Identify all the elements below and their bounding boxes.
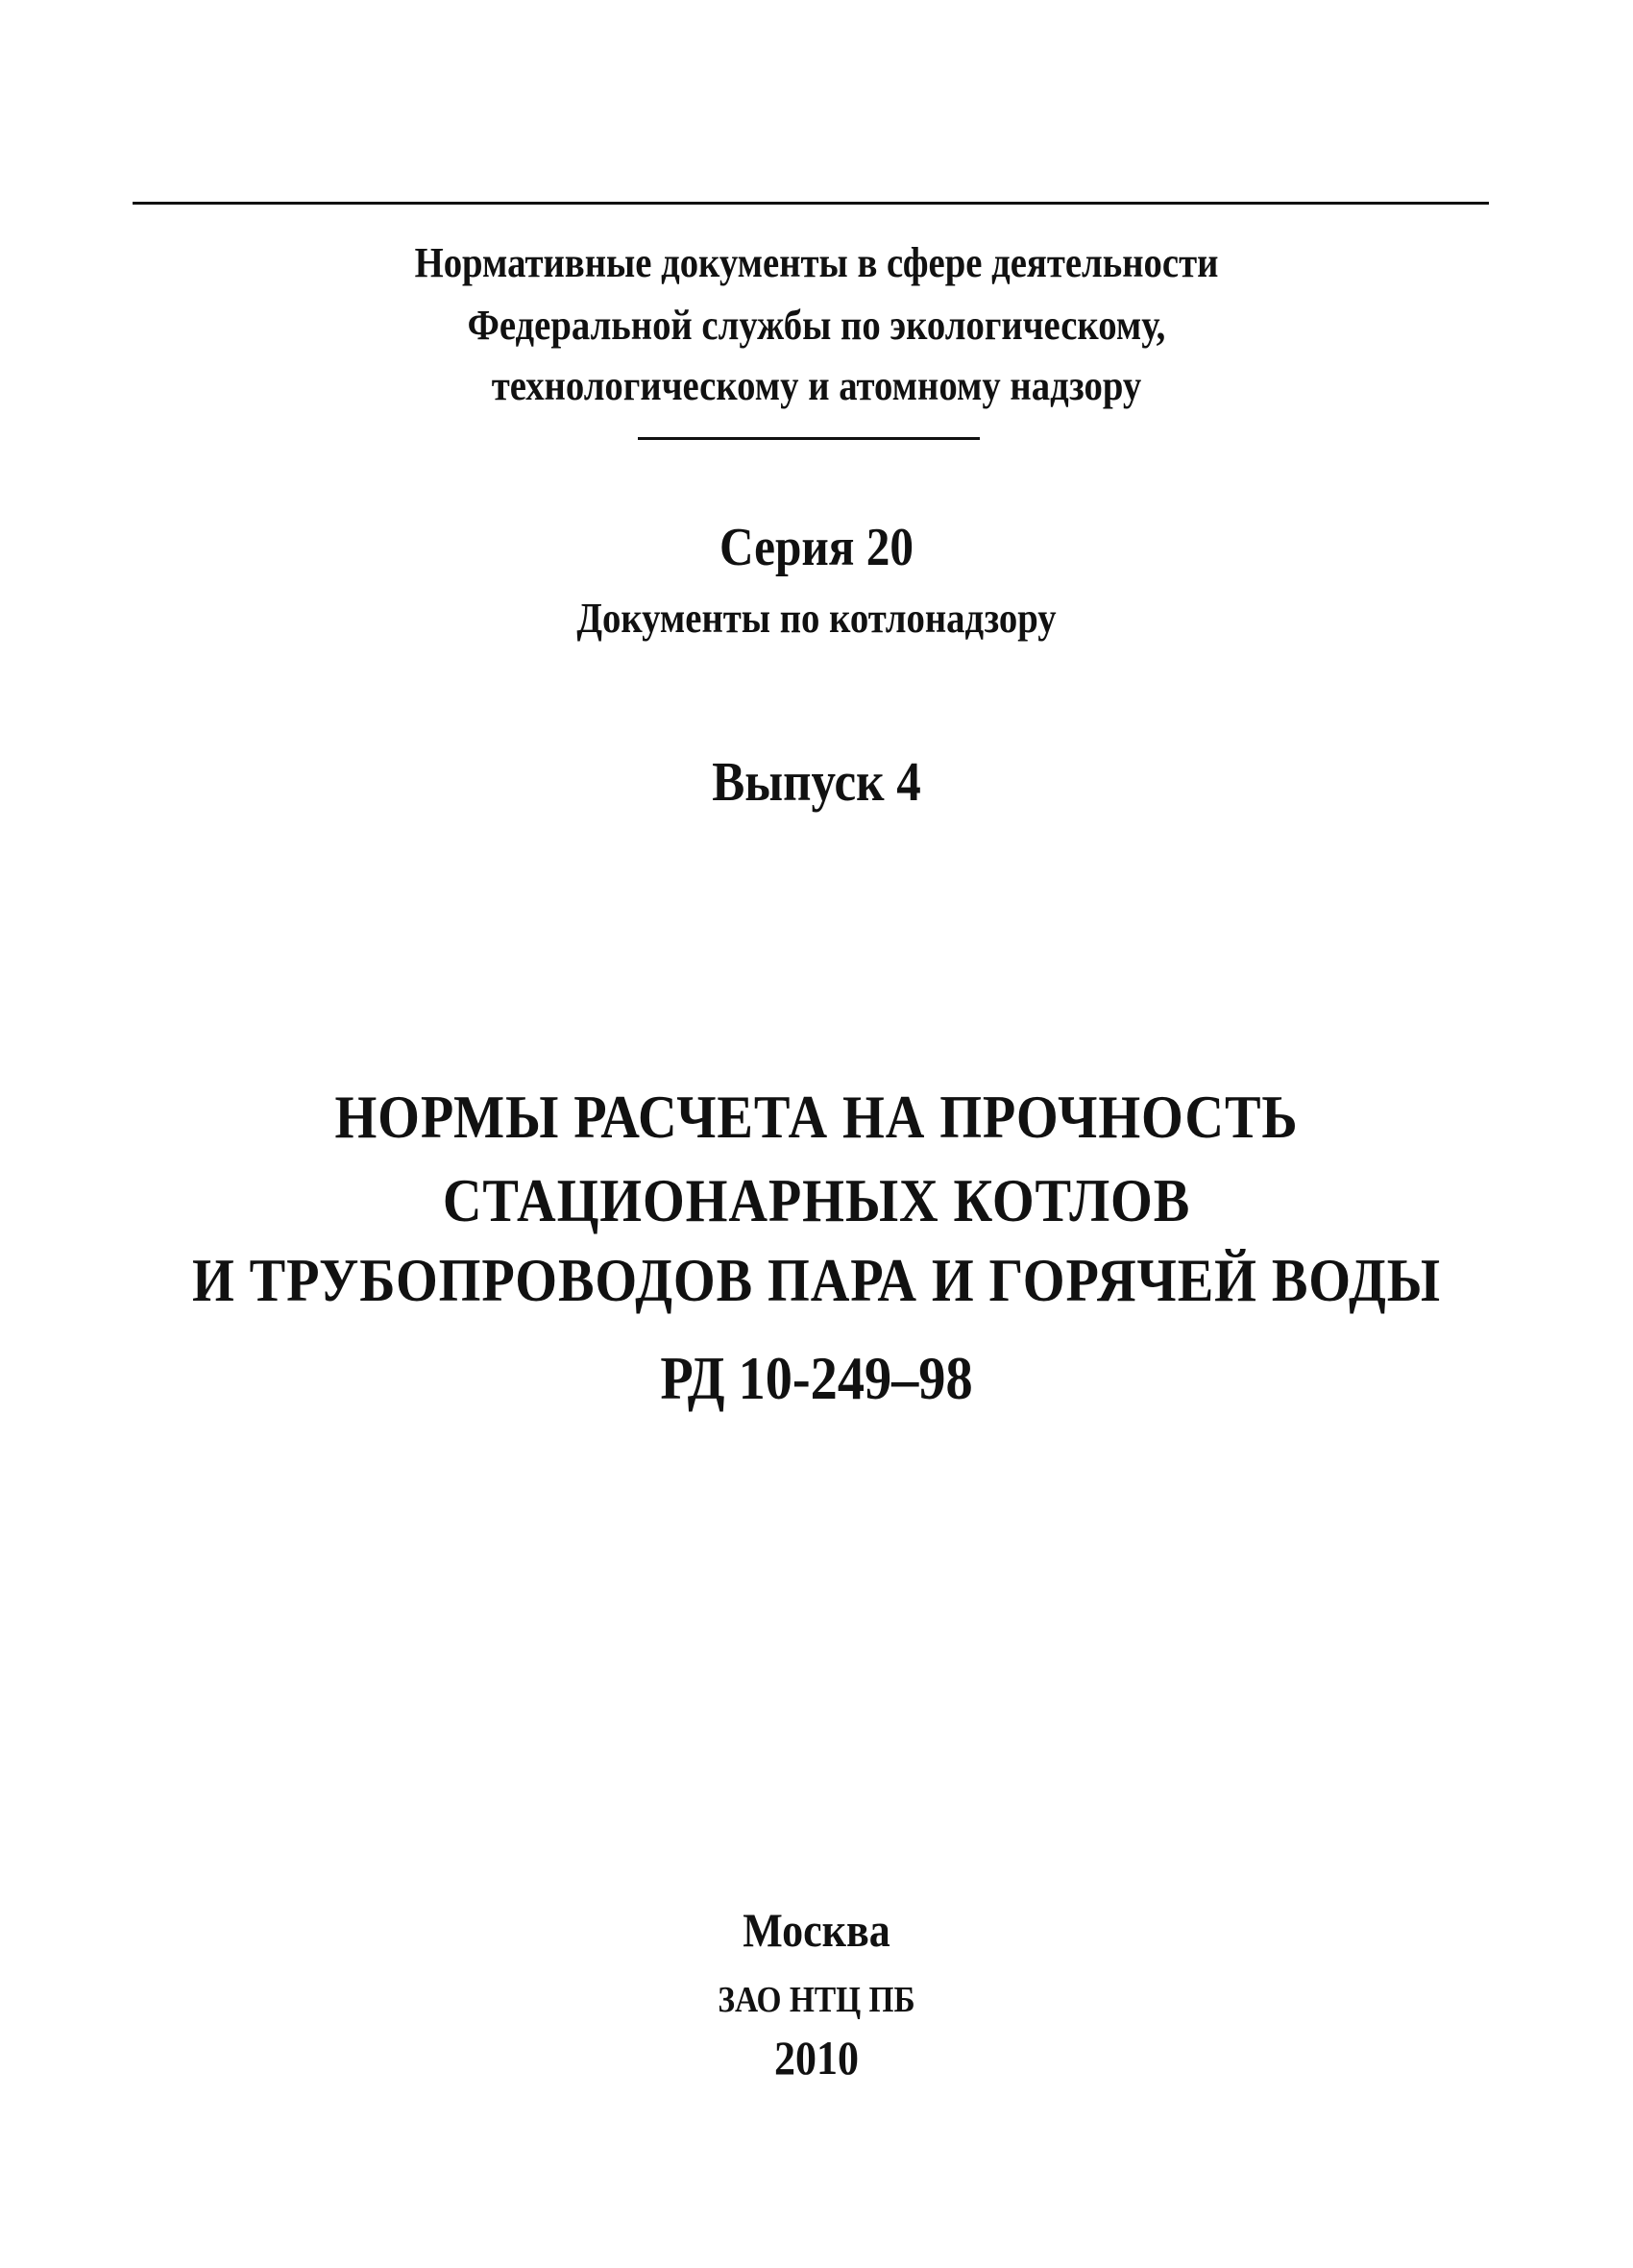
imprint-year: 2010 xyxy=(774,2031,859,2085)
issue-number: Выпуск 4 xyxy=(712,750,921,813)
imprint-publisher: ЗАО НТЦ ПБ xyxy=(718,1980,915,2020)
imprint-city: Москва xyxy=(743,1903,890,1957)
header-line-2: Федеральной службы по экологическому, xyxy=(467,302,1166,349)
document-title-line-3: И ТРУБОПРОВОДОВ ПАРА И ГОРЯЧЕЙ ВОДЫ xyxy=(192,1246,1441,1314)
header-line-1: Нормативные документы в сфере деятельности xyxy=(414,239,1219,286)
series-title: Серия 20 xyxy=(719,518,914,577)
series-subtitle: Документы по котлонадзору xyxy=(576,595,1057,642)
top-rule xyxy=(133,202,1489,205)
document-title-line-2: СТАЦИОНАРНЫХ КОТЛОВ xyxy=(442,1166,1191,1234)
header-divider xyxy=(638,437,980,440)
header-line-3: технологическому и атомному надзору xyxy=(491,362,1142,409)
document-code: РД 10-249–98 xyxy=(660,1344,973,1412)
document-title-line-1: НОРМЫ РАСЧЕТА НА ПРОЧНОСТЬ xyxy=(334,1083,1299,1151)
